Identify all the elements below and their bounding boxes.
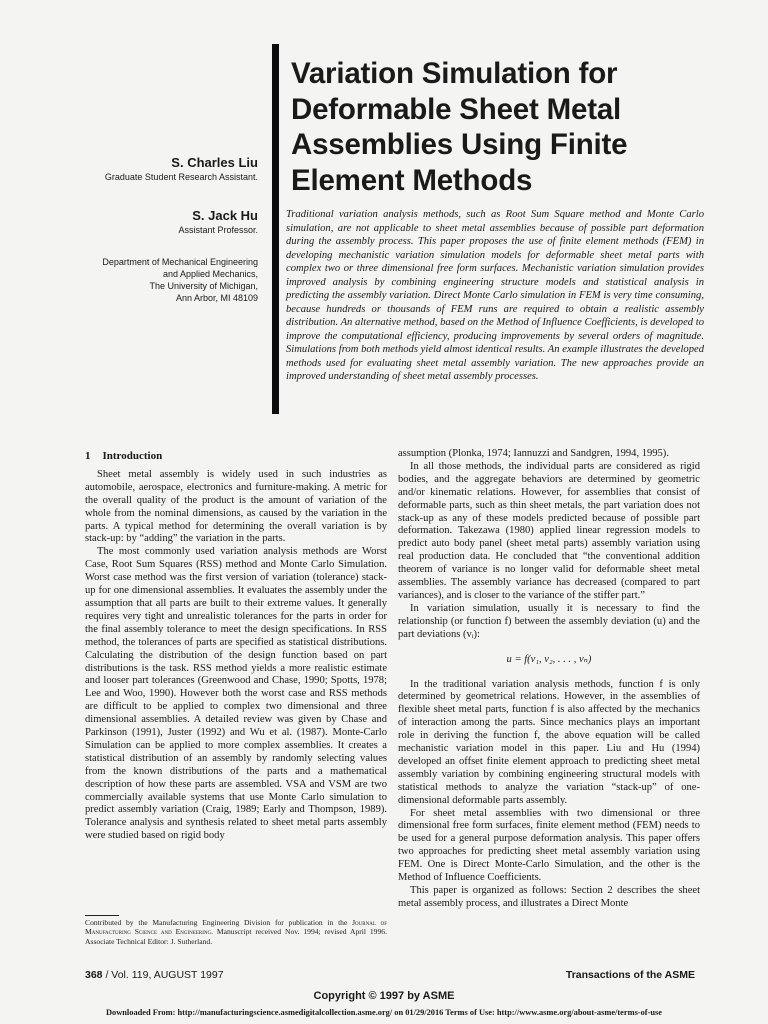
author-name: S. Charles Liu — [171, 155, 258, 170]
section-heading — [85, 450, 387, 463]
footnote-journal: Journal of Manufacturing Science and Engineering — [85, 918, 388, 937]
affiliation-line: and Applied Mechanics, — [162, 269, 258, 279]
left-column — [85, 448, 387, 843]
paragraph: For sheet metal assemblies with two dimensional or three dimensional free form surfaces, finite element method (FEM) needs to be used for a general purpose deformation analysis. This paper offers two approaches for predicting sheet metal assembly variation using FEM. One is Direct Monte-Carlo Simulation, and the other is the Method of Influence Coefficients. — [398, 807, 700, 884]
title-rule — [272, 44, 279, 414]
journal-name: Transactions of the ASME — [565, 969, 695, 981]
footnote-rule — [85, 915, 119, 916]
footnote-text: Contributed by the Manufacturing Engineering Division for publication in the — [85, 918, 353, 927]
affiliation — [78, 256, 258, 304]
author-role: Graduate Student Research Assistant. — [104, 172, 258, 182]
paragraph: In the traditional variation analysis methods, function f is only determined by geometrical relations. However, in the assemblies of flexible sheet metal parts, function f is also affected by the mechanics of interaction among the parts. Since mechanics plays an important role in deriving the function f, the above equation will be called mechanistic variation model in this paper. Liu and Hu (1994) developed an offset finite element approach to predicting sheet metal assembly variation by combining engineering structural models with statistical methods to analyze the variation “stack-up” of one-dimensional deformable parts assembly. — [398, 678, 700, 806]
page-info — [85, 969, 224, 981]
paragraph: Sheet metal assembly is widely used in such industries as automobile, aerospace, electronics and furniture-making. A metric for the overall quality of the product is the amount of variation of the whole from the nominal dimensions, as caused by the variation in the parts. A typical method for determining the overall variation is by stack-up: by “adding” the variation in the parts. — [85, 468, 387, 545]
footnote-text: . Manuscript received Nov. 1994; revised April 1996. Associate Technical Editor: J. Sutherland. — [85, 927, 387, 946]
author-role: Assistant Professor. — [178, 225, 258, 235]
paragraph: In all those methods, the individual parts are considered as rigid bodies, and the aggregate behaviors are determined by geometric and/or kinematic relations. However, for assemblies that consist of deformable parts, such as thin sheet metals, the part variation does not stack-up as any of these models predicted because of possible part deformation. Takezawa (1980) applied linear regression models to predict auto body panel (sheet metal parts) assembly variation using real production data. He concluded that “the conventional addition theorem of variance is no longer valid for deformable sheet metal assemblies. The assembly variance has decreased (compared to part variances), and is closer to the variance of the stiffer part.” — [398, 460, 700, 601]
right-column — [398, 448, 700, 911]
download-notice: Downloaded From: http://manufacturingscience.asmedigitalcollection.asme.org/ on 01/29/2016 Terms of Use: http://www.asme.org/about-asme/terms-of-use — [105, 1008, 663, 1017]
author-block-liu — [78, 155, 258, 183]
paragraph: In variation simulation, usually it is necessary to find the relationship (or function f) between the assembly deviation (u) and the part deviations (vᵢ): — [398, 602, 700, 640]
affiliation-line: The University of Michigan, — [149, 281, 258, 291]
paragraph: This paper is organized as follows: Section 2 describes the sheet metal assembly process, and illustrates a Direct Monte — [398, 885, 700, 909]
copyright: Copyright © 1997 by ASME — [313, 990, 455, 1002]
affiliation-line: Ann Arbor, MI 48109 — [175, 293, 258, 303]
volume-info: / Vol. 119, AUGUST 1997 — [102, 969, 224, 981]
paragraph: The most commonly used variation analysis methods are Worst Case, Root Sum Squares (RSS) method and Monte Carlo Simulation. Worst case method was the first version of variation (tolerance) stack-up for one dimensional assemblies. It evaluates the assembly under the assumption that all parts are built to their extreme values. It generally requires very tight and unrealistic tolerances for the parts in order for the final assembly tolerance to meet the design specifications. In RSS method, the tolerances of parts are specified as statistical distributions. Calculating the distribution of the design function based on part distributions is the task. RSS method yields a more realistic estimate and looser part tolerances (Greenwood and Chase, 1990; Spotts, 1978; Lee and Woo, 1990). However both the worst case and RSS methods are difficult to be applied to complex two dimensional and three dimensional assemblies. A detailed review was given by Chase and Parkinson (1991), Juster (1992) and Wu et al. (1987). Monte-Carlo Simulation can be applied to more complex assemblies. It creates a statistical distribution of an assembly by randomly selecting values from the known distributions of the parts and a mathematical description of how these parts are assembled. VSA and VSM are two commercially available systems that use Monte Carlo simulation to predict assembly variation (Craig, 1989; Early and Thompson, 1989). Tolerance analysis and synthesis related to sheet metal parts assembly were studied based on rigid body — [85, 546, 387, 842]
section-title: Introduction — [102, 450, 163, 462]
abstract: Traditional variation analysis methods, such as Root Sum Square method and Monte Carlo simulation, are not applicable to sheet metal assemblies because of possible part deformation during the assembly process. This paper proposes the use of finite element methods (FEM) in developing mechanistic variation simulation models for deformable sheet metal parts with complex two or three dimensional free form surfaces. Mechanistic variation simulation provides improved analysis by combining engineering structure models and statistical analysis in predicting the assembly variation. Direct Monte Carlo simulation in FEM is very time consuming, because hundreds or thousands of FEM runs are required to obtain a realistic assembly distribution. An alternative method, based on the Method of Influence Coefficients, is developed to improve the computational efficiency, producing improvements by several orders of magnitude. Simulations from both methods yield almost identical results. An example illustrates the developed methods used for evaluating sheet metal assembly variation. The new approaches provide an improved understanding of sheet metal assembly processes. — [286, 209, 704, 382]
section-number: 1 — [85, 450, 91, 462]
author-name: S. Jack Hu — [192, 208, 258, 223]
page-number: 368 — [85, 969, 103, 981]
footnote — [85, 918, 387, 946]
author-block-hu — [78, 208, 258, 236]
affiliation-line: Department of Mechanical Engineering — [102, 257, 258, 267]
paper-title: Variation Simulation for Deformable Sheet Metal Assemblies Using Finite Element Methods — [291, 57, 628, 197]
equation: u = f(v₁, v₂, . . . , vₙ) — [506, 653, 592, 665]
paragraph: assumption (Plonka, 1974; Iannuzzi and Sandgren, 1994, 1995). — [398, 448, 669, 459]
